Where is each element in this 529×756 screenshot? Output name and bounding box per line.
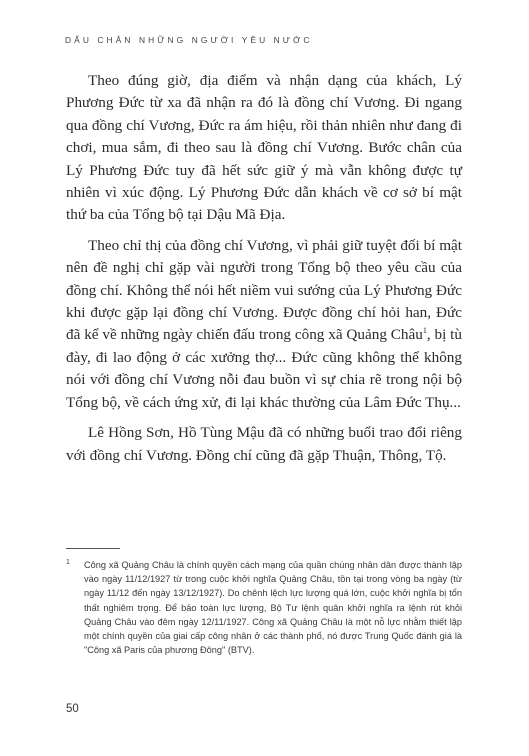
paragraph-3: Lê Hồng Sơn, Hồ Tùng Mậu đã có những buổi trao đổi riêng với đồng chí Vương. Đồng chí cũng đã gặp Thuận, Thông, Tộ. [66,424,462,464]
footnote-text: Công xã Quảng Châu là chính quyền cách mạng của quần chúng nhân dân được thành lập vào ngày 11/12/1927 từ trong cuộc khởi nghĩa Quảng Châu, tồn tại trong vòng ba ngày (từ ngày 11/12 đến ngày 13/12/1927). Do chênh lệch lực lượng quá lớn, cuộc khởi nghĩa bị tổn thất nghiêm trọng. Để bảo toàn lực lượng, Bộ Tư lệnh quân khởi nghĩa ra lệnh rút khỏi Quảng Châu vào đêm ngày 12/11/1927. Công xã Quảng Châu là một nỗ lực nhằm thiết lập một chính quyền của giai cấp công nhân ở các thành phố, nó được Trung Quốc đánh giá là "Công xã Paris của phương Đông" (BTV). [84,560,462,656]
paragraph-2-part-2: , bị tù đày, đi lao động ở các xưởng thợ... Đức cũng không thể không nói với đồng chí Vương nỗi đau buồn vì sự chia rẽ trong nội bộ Tổng bộ, về cách ứng xử, đi lại khác thường của Lâm Đức Thụ... [66,326,462,411]
page-number: 50 [66,703,79,715]
paragraph-2-part-1: Theo chỉ thị của đồng chí Vương, vì phải giữ tuyệt đối bí mật nên đề nghị chỉ gặp vài người trong Tổng bộ theo yêu cầu của đồng chí. Không thể nói hết niềm vui sướng của Lý Phương Đức khi được gặp lại đồng chí Vương. Được đồng chí hỏi han, Đức đã kể về những ngày chiến đấu trong công xã Quảng Châu [66,236,462,344]
footnote-reference: 1 [422,326,427,336]
body-text [66,70,462,475]
footnote-divider [66,548,120,549]
footnote [66,558,462,657]
running-header: DẤU CHÂN NHỮNG NGƯỜI YÊU NƯỚC [65,35,313,45]
paragraph-1: Theo đúng giờ, địa điểm và nhận dạng của khách, Lý Phương Đức từ xa đã nhận ra đó là đồng chí Vương. Đi ngang qua đồng chí Vương, Đức ra ám hiệu, rồi thản nhiên như đang đi chơi, mua sắm, đi theo sau là đồng chí Vương. Bước chân của Lý Phương Đức tuy đã hết sức giữ ý mà vẫn không được tự nhiên vì xúc động. Lý Phương Đức dẫn khách về cơ sở bí mật thứ ba của Tổng bộ tại Dậu Mã Địa. [66,72,462,224]
paragraph-2 [66,235,462,414]
footnote-number: 1 [66,559,70,566]
